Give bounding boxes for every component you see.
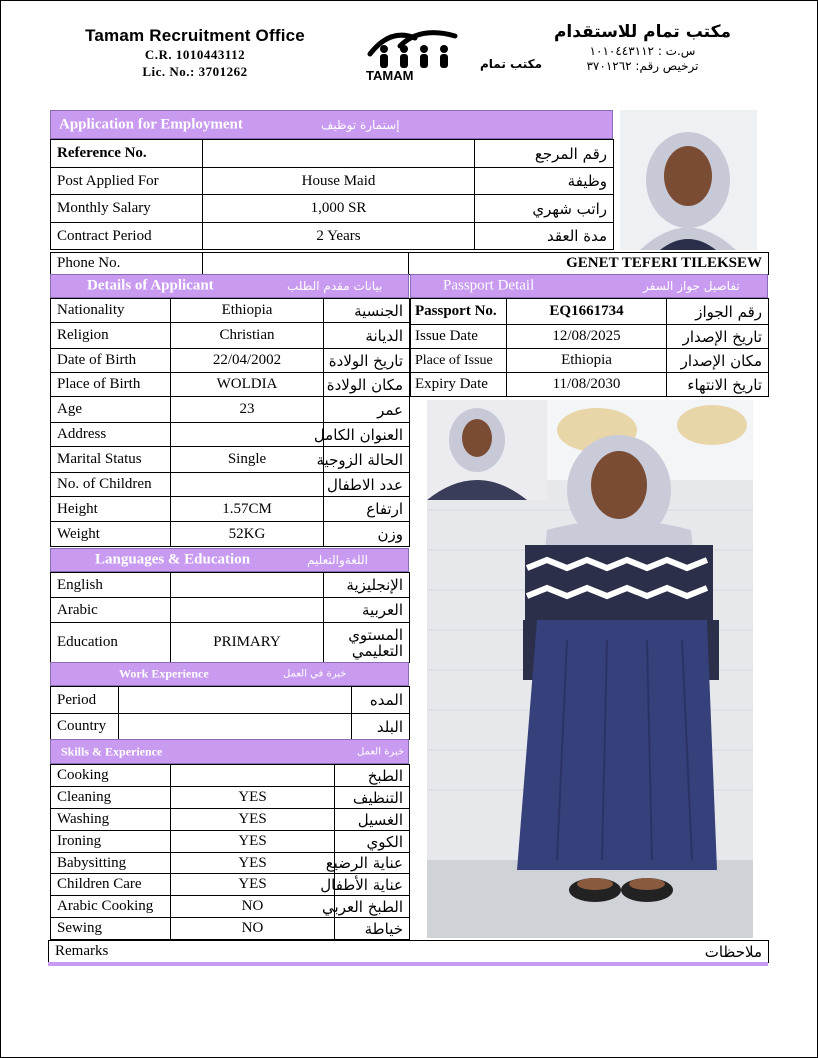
pob-label: Place of Birth [51, 373, 171, 397]
table-row [51, 349, 410, 373]
country-value [119, 714, 352, 740]
languages-header [50, 548, 409, 572]
languages-title: Languages & Education [95, 551, 251, 568]
arabic-cooking-label-ar: الطبخ العربي [335, 896, 410, 918]
applicant-portrait-photo [620, 110, 757, 250]
washing-label-ar: الغسيل [335, 809, 410, 831]
post-label: Post Applied For [51, 168, 203, 195]
ironing-label: Ironing [51, 831, 171, 853]
phone-table [50, 252, 769, 275]
country-label: Country [51, 714, 119, 740]
work-title: Work Experience [119, 666, 209, 681]
passport-title-ar: تفاصيل جواز السفر [643, 279, 740, 293]
children-care-value: YES [171, 874, 335, 896]
pob-label-ar: مكان الولادة [324, 373, 410, 397]
table-row [51, 598, 410, 623]
weight-label: Weight [51, 522, 171, 547]
washing-value: YES [171, 809, 335, 831]
marital-value: Single [171, 447, 324, 473]
table-row [51, 497, 410, 522]
office-cr-ar: س.ت : ١٠١٠٤٤٣١١٢ [589, 44, 696, 58]
languages-table [50, 572, 410, 663]
reference-label: Reference No. [51, 140, 203, 168]
passport-table [410, 298, 769, 397]
cooking-value [171, 765, 335, 787]
table-row [51, 299, 410, 323]
period-value [119, 687, 352, 714]
pob-value: WOLDIA [171, 373, 324, 397]
nationality-label: Nationality [51, 299, 171, 323]
tamam-logo [360, 24, 543, 84]
table-row [51, 473, 410, 497]
work-title-ar: خبرة في العمل [283, 668, 347, 680]
applicant-title: Details of Applicant [87, 277, 214, 294]
cleaning-value: YES [171, 787, 335, 809]
passport-title: Passport Detail [443, 277, 535, 294]
marital-label-ar: الحالة الزوجية [324, 447, 410, 473]
table-row [51, 623, 410, 663]
babysitting-label-ar: عناية الرضيع [335, 853, 410, 874]
applicant-header [50, 274, 409, 298]
marital-label: Marital Status [51, 447, 171, 473]
cooking-label-ar: الطبخ [335, 765, 410, 787]
arabic-value [171, 598, 324, 623]
address-label-ar: العنوان الكامل [324, 423, 410, 447]
table-row [51, 522, 410, 547]
issue-date-label: Issue Date [411, 325, 507, 349]
sewing-value: NO [171, 918, 335, 940]
salary-label: Monthly Salary [51, 195, 203, 223]
remarks-table [48, 940, 769, 963]
issue-date-label-ar: تاريخ الإصدار [667, 325, 769, 349]
arabic-cooking-label: Arabic Cooking [51, 896, 171, 918]
table-row [51, 809, 410, 831]
office-license: Lic. No.: 3701262 [142, 64, 248, 79]
application-header [50, 110, 613, 139]
arabic-label-ar: العربية [324, 598, 410, 623]
office-cr: C.R. 1010443112 [144, 47, 246, 62]
english-value [171, 573, 324, 598]
table-row [51, 195, 614, 223]
skills-table [50, 764, 410, 940]
table-row [51, 765, 410, 787]
skills-title: Skills & Experience [61, 744, 163, 758]
education-label-ar: المستوي التعليمي [324, 623, 410, 663]
table-row [51, 447, 410, 473]
table-row [51, 168, 614, 195]
babysitting-value: YES [171, 853, 335, 874]
remarks-label: Remarks [49, 941, 409, 963]
issue-date-value: 12/08/2025 [507, 325, 667, 349]
table-row [411, 349, 769, 373]
dob-label-ar: تاريخ الولادة [324, 349, 410, 373]
applicant-name: GENET TEFERI TILEKSEW [409, 253, 769, 275]
passport-no-value: EQ1661734 [507, 299, 667, 325]
table-row [51, 323, 410, 349]
dob-value: 22/04/2002 [171, 349, 324, 373]
arabic-cooking-value: NO [171, 896, 335, 918]
passport-no-label: Passport No. [411, 299, 507, 325]
table-row [51, 853, 410, 874]
children-care-label-ar: عناية الأطفال [335, 874, 410, 896]
logo-text-en: TAMAM [366, 68, 414, 83]
office-name-english [70, 26, 320, 80]
cleaning-label-ar: التنظيف [335, 787, 410, 809]
salary-label-ar: راتب شهري [475, 195, 614, 223]
office-name-arabic [520, 22, 765, 73]
place-issue-value: Ethiopia [507, 349, 667, 373]
english-label: English [51, 573, 171, 598]
table-row [411, 373, 769, 397]
sewing-label: Sewing [51, 918, 171, 940]
table-row [51, 687, 410, 714]
children-label: No. of Children [51, 473, 171, 497]
place-issue-label: Place of Issue [411, 349, 507, 373]
cleaning-label: Cleaning [51, 787, 171, 809]
table-row [51, 918, 410, 940]
phone-value [203, 253, 409, 275]
address-value [171, 423, 324, 447]
religion-label: Religion [51, 323, 171, 349]
passport-no-label-ar: رقم الجواز [667, 299, 769, 325]
table-row [51, 874, 410, 896]
table-row [51, 397, 410, 423]
table-row [51, 223, 614, 250]
table-row [51, 423, 410, 447]
table-row [51, 714, 410, 740]
arabic-label: Arabic [51, 598, 171, 623]
address-label: Address [51, 423, 171, 447]
table-row [411, 299, 769, 325]
salary-value: 1,000 SR [203, 195, 475, 223]
phone-label: Phone No. [51, 253, 203, 275]
table-row [51, 831, 410, 853]
expiry-date-value: 11/08/2030 [507, 373, 667, 397]
footer-accent-bar [48, 962, 768, 966]
skills-header [50, 739, 409, 764]
babysitting-label: Babysitting [51, 853, 171, 874]
reference-value [203, 140, 475, 168]
period-label: Period [51, 687, 119, 714]
children-label-ar: عدد الاطفال [324, 473, 410, 497]
table-row [51, 787, 410, 809]
office-license-ar: ترخيص رقم: ٣٧٠١٢٦٢ [586, 59, 699, 73]
religion-label-ar: الديانة [324, 323, 410, 349]
ironing-label-ar: الكوي [335, 831, 410, 853]
applicant-full-photo [427, 400, 753, 938]
period-label-ar: المده [352, 687, 410, 714]
logo-text-ar: مكتب تمام [480, 57, 543, 71]
dob-label: Date of Birth [51, 349, 171, 373]
english-label-ar: الإنجليزية [324, 573, 410, 598]
sewing-label-ar: خياطة [335, 918, 410, 940]
table-row [51, 253, 769, 275]
applicant-table [50, 298, 410, 547]
cooking-label: Cooking [51, 765, 171, 787]
work-header [50, 662, 409, 686]
office-title: Tamam Recruitment Office [85, 26, 305, 45]
languages-title-ar: اللغةوالتعليم [307, 553, 368, 567]
work-table [50, 686, 410, 740]
applicant-title-ar: بيانات مقدم الطلب [287, 279, 383, 293]
place-issue-label-ar: مكان الإصدار [667, 349, 769, 373]
office-title-ar: مكتب تمام للاستقدام [553, 22, 732, 42]
contract-label: Contract Period [51, 223, 203, 250]
age-value: 23 [171, 397, 324, 423]
nationality-value: Ethiopia [171, 299, 324, 323]
nationality-label-ar: الجنسية [324, 299, 410, 323]
age-label: Age [51, 397, 171, 423]
weight-label-ar: وزن [324, 522, 410, 547]
table-row [51, 373, 410, 397]
table-row [51, 573, 410, 598]
table-row [49, 941, 769, 963]
children-value [171, 473, 324, 497]
expiry-date-label-ar: تاريخ الانتهاء [667, 373, 769, 397]
table-row [51, 896, 410, 918]
religion-value: Christian [171, 323, 324, 349]
contract-value: 2 Years [203, 223, 475, 250]
application-title: Application for Employment [59, 116, 243, 132]
remarks-label-ar: ملاحظات [409, 941, 769, 963]
weight-value: 52KG [171, 522, 324, 547]
application-table [50, 139, 614, 250]
education-value: PRIMARY [171, 623, 324, 663]
reference-label-ar: رقم المرجع [475, 140, 614, 168]
country-label-ar: البلد [352, 714, 410, 740]
table-row [51, 140, 614, 168]
contract-label-ar: مدة العقد [475, 223, 614, 250]
age-label-ar: عمر [324, 397, 410, 423]
education-label: Education [51, 623, 171, 663]
washing-label: Washing [51, 809, 171, 831]
post-value: House Maid [203, 168, 475, 195]
skills-title-ar: خبرة العمل [357, 746, 405, 757]
children-care-label: Children Care [51, 874, 171, 896]
post-label-ar: وظيفة [475, 168, 614, 195]
height-value: 1.57CM [171, 497, 324, 522]
application-title-ar: إستمارة توظيف [321, 117, 400, 132]
table-row [411, 325, 769, 349]
expiry-date-label: Expiry Date [411, 373, 507, 397]
passport-header [410, 274, 768, 298]
height-label-ar: ارتفاع [324, 497, 410, 522]
ironing-value: YES [171, 831, 335, 853]
height-label: Height [51, 497, 171, 522]
